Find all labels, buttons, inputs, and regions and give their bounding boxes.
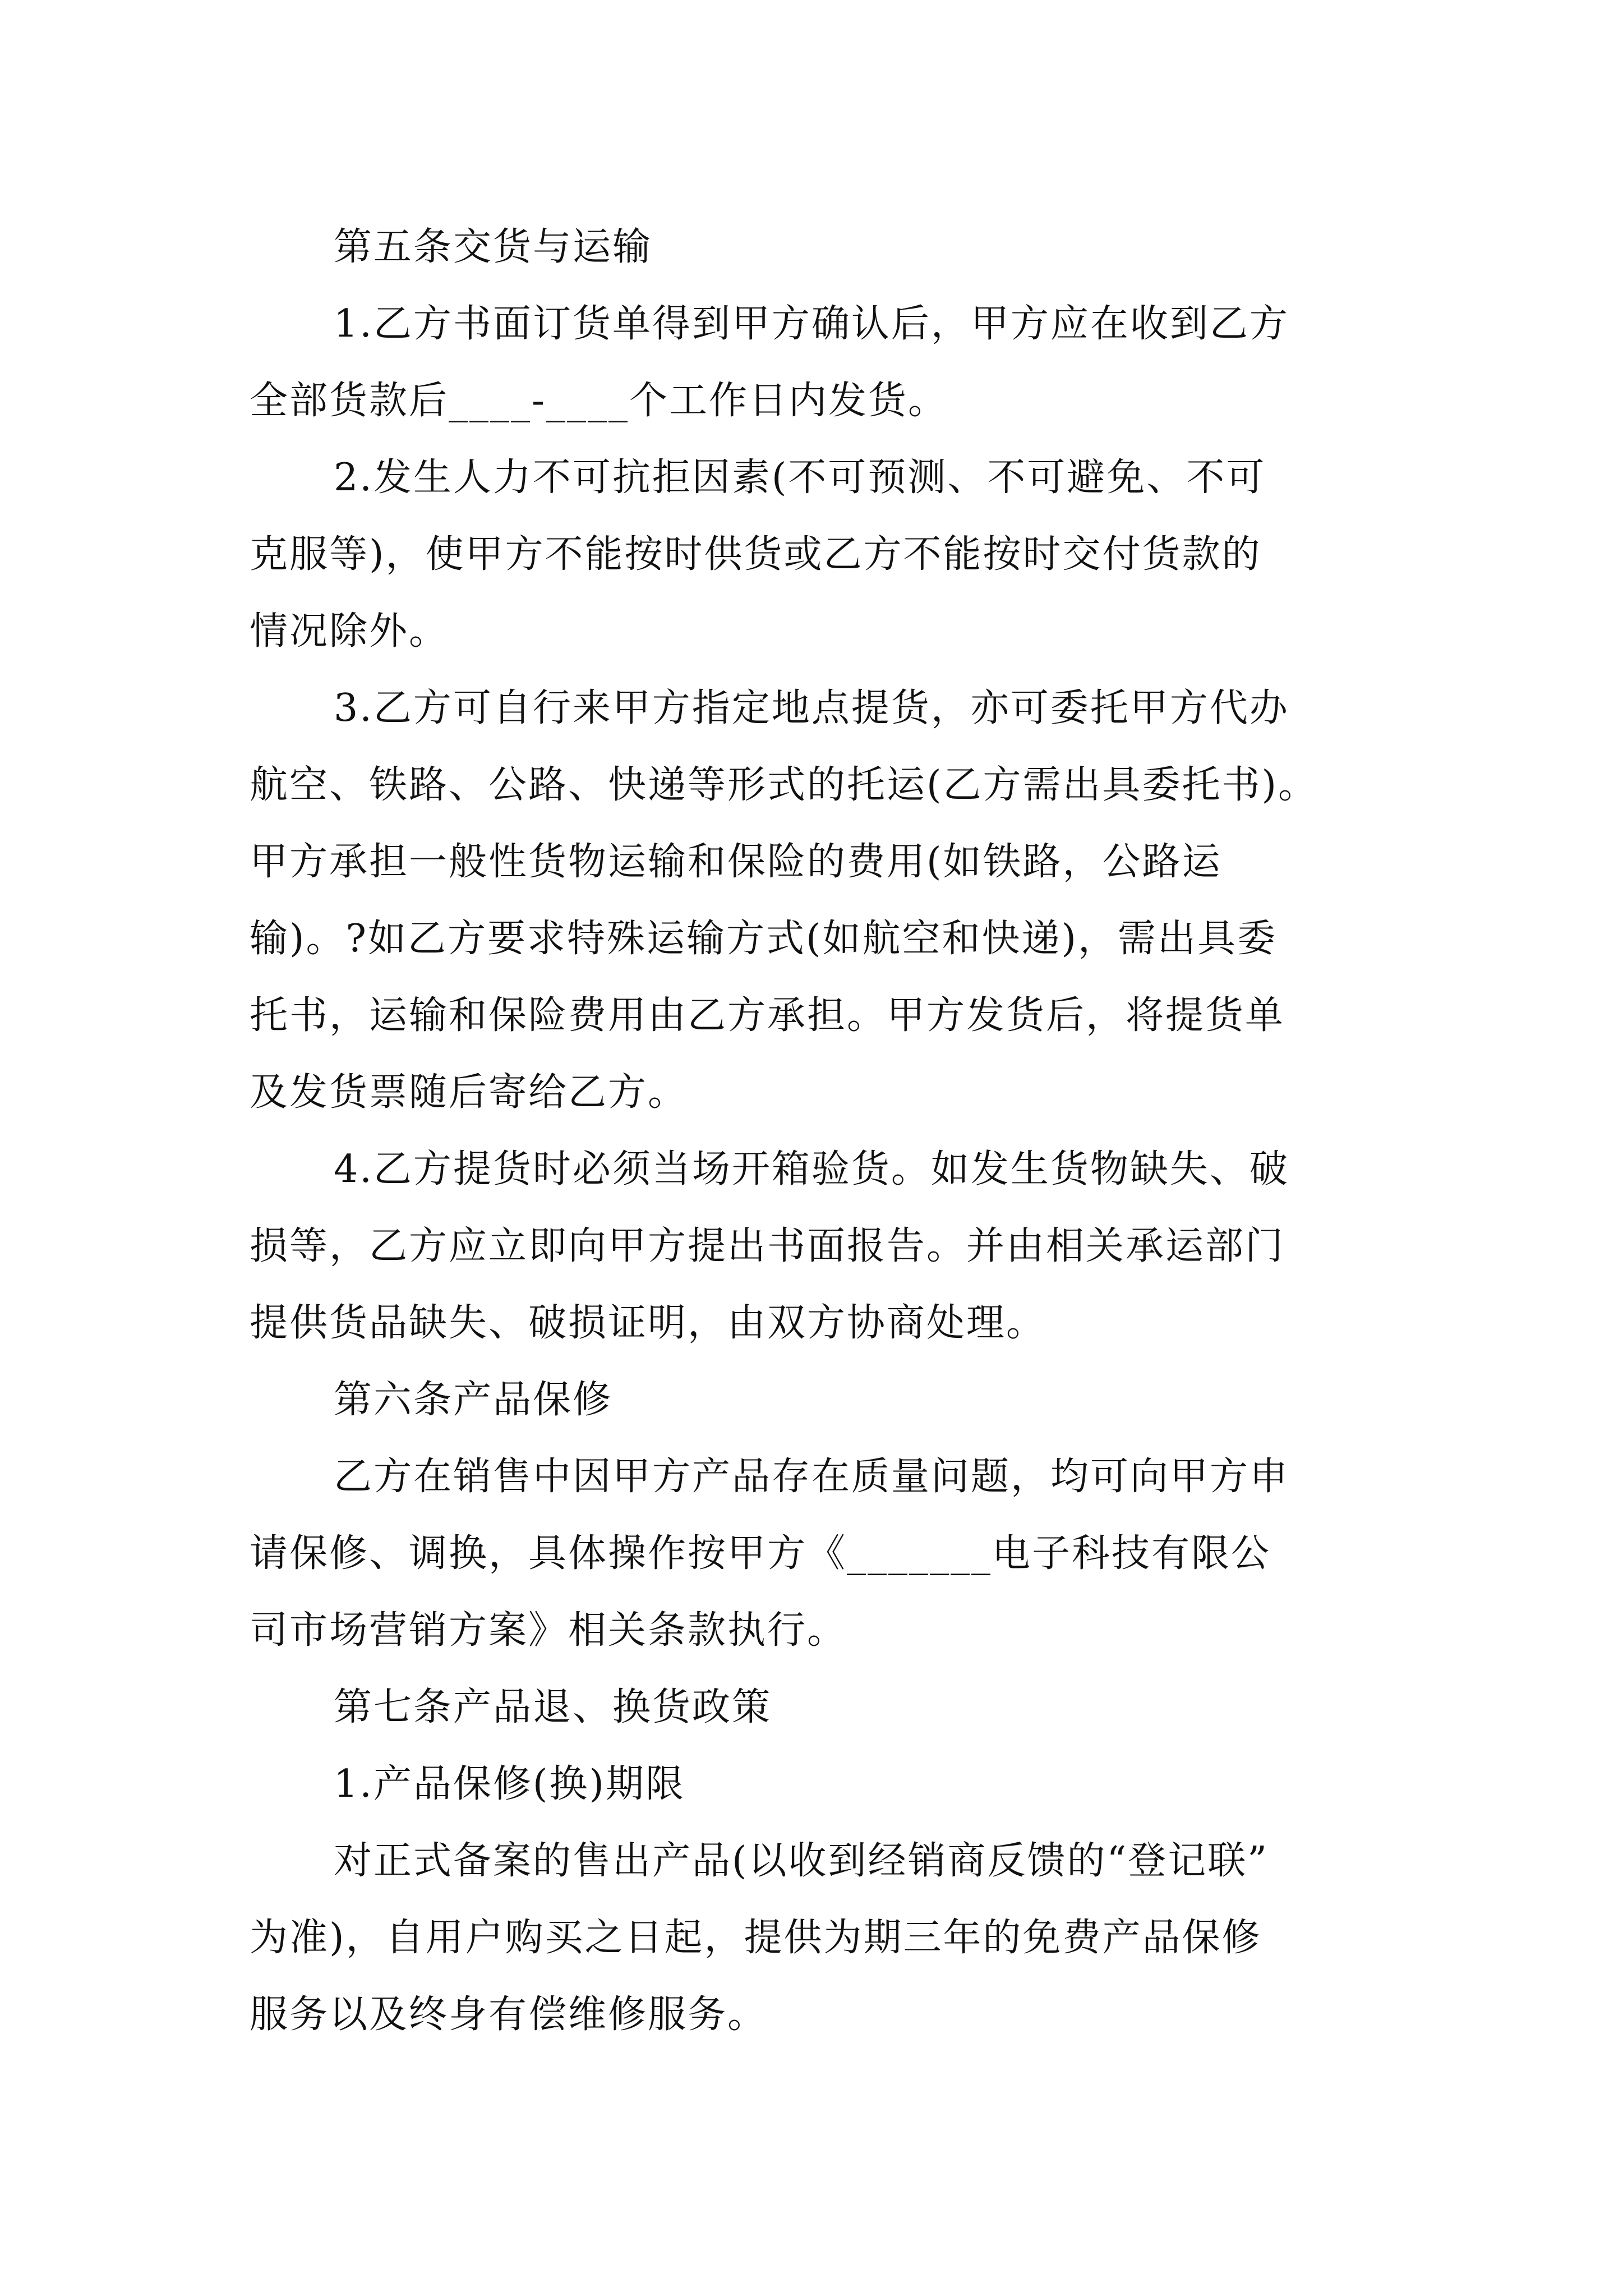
paragraph-line: 服务以及终身有偿维修服务。: [250, 1993, 768, 2037]
article-7-heading: 第七条产品退、换货政策: [334, 1685, 772, 1729]
paragraph-line: 为准)，自用户购买之日起，提供为期三年的免费产品保修: [250, 1916, 1262, 1960]
paragraph-line: 托书，运输和保险费用由乙方承担。甲方发货后，将提货单: [250, 993, 1285, 1038]
paragraph-line: 1.乙方书面订货单得到甲方确认后，甲方应在收到乙方: [334, 302, 1289, 346]
paragraph-line: 全部货款后____-____个工作日内发货。: [250, 379, 948, 423]
paragraph-line: 甲方承担一般性货物运输和保险的费用(如铁路，公路运: [250, 840, 1222, 884]
paragraph-line: 情况除外。: [250, 609, 449, 654]
paragraph-line: 3.乙方可自行来甲方指定地点提货，亦可委托甲方代办: [334, 686, 1289, 730]
document-body: [250, 209, 1394, 2053]
article-5-heading: 第五条交货与运输: [334, 225, 653, 269]
paragraph-line: 提供货品缺失、破损证明，由双方协商处理。: [250, 1301, 1046, 1345]
paragraph-line: 及发货票随后寄给乙方。: [250, 1070, 688, 1115]
paragraph-line: 请保修、调换，具体操作按甲方《_______电子科技有限公: [250, 1531, 1271, 1576]
paragraph-line: 2.发生人力不可抗拒因素(不可预测、不可避免、不可: [334, 455, 1266, 500]
subheading-warranty-period: 1.产品保修(换)期限: [334, 1762, 685, 1806]
paragraph-line: 输)。?如乙方要求特殊运输方式(如航空和快递)，需出具委: [250, 917, 1278, 961]
paragraph-line: 4.乙方提货时必须当场开箱验货。如发生货物缺失、破: [334, 1147, 1289, 1191]
paragraph-line: 对正式备案的售出产品(以收到经销商反馈的“登记联”: [334, 1839, 1269, 1883]
paragraph-line: 损等，乙方应立即向甲方提出书面报告。并由相关承运部门: [250, 1224, 1285, 1268]
paragraph-line: 司市场营销方案》相关条款执行。: [250, 1608, 847, 1653]
paragraph-line: 乙方在销售中因甲方产品存在质量问题，均可向甲方申: [334, 1455, 1290, 1499]
paragraph-line: 航空、铁路、公路、快递等形式的托运(乙方需出具委托书)。: [250, 763, 1318, 807]
article-6-heading: 第六条产品保修: [334, 1378, 613, 1422]
paragraph-line: 克服等)，使甲方不能按时供货或乙方不能按时交付货款的: [250, 532, 1262, 577]
